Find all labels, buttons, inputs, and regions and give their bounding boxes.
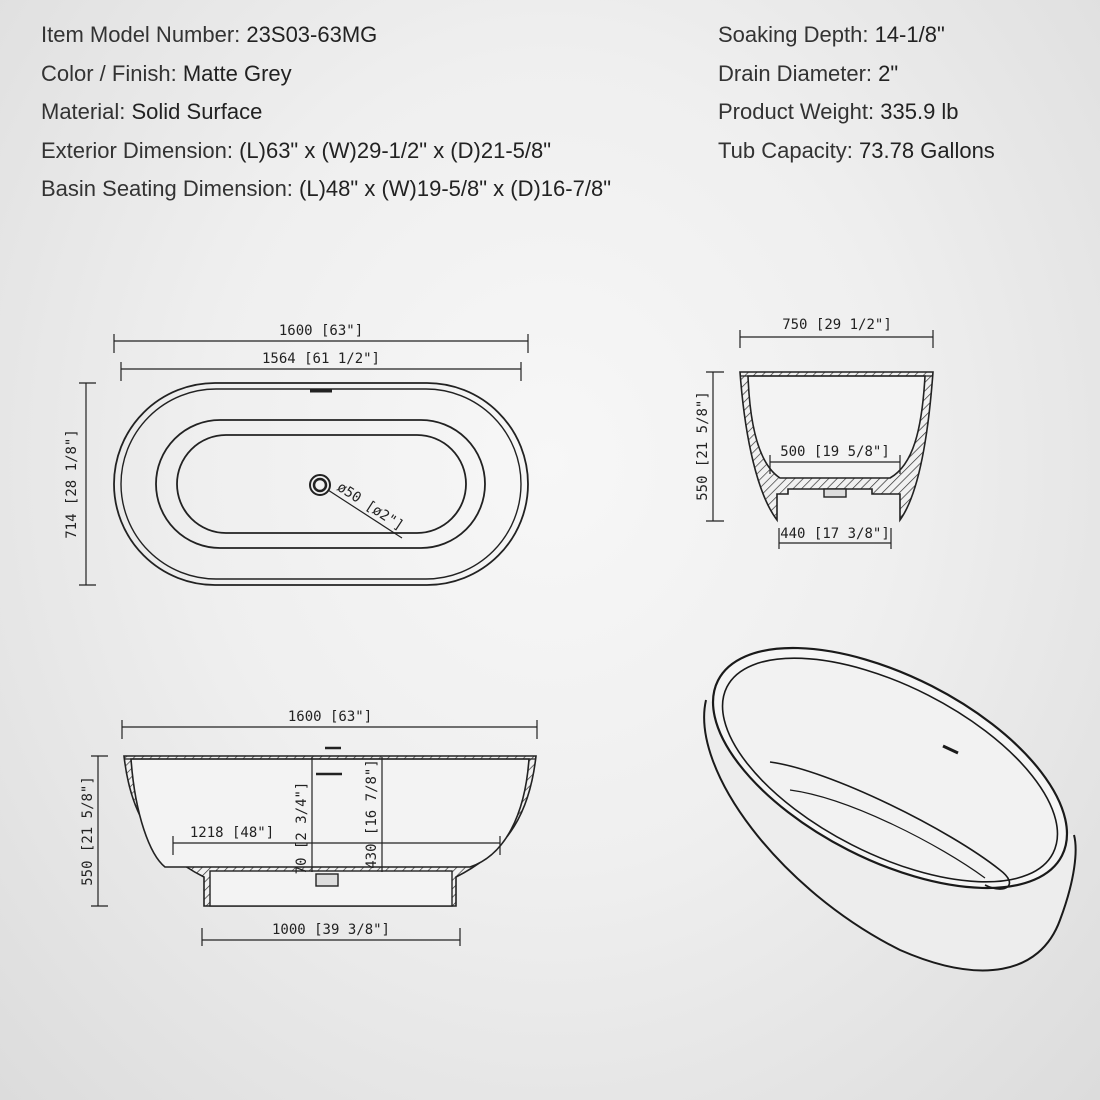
end-view-height-label: 550 [21 5/8"] [695,391,711,501]
spec-capacity-value: 73.78 Gallons [859,138,995,163]
spec-basin-value: (L)48" x (W)19-5/8" x (D)16-7/8" [299,176,611,201]
spec-model-value: 23S03-63MG [246,22,378,47]
perspective-view [676,598,1100,970]
side-view-basin-depth-label: 430 [16 7/8"] [364,759,380,869]
end-view-base-width-label: 440 [17 3/8"] [780,526,890,542]
top-view-length-outer-label: 1600 [63"] [278,323,364,339]
side-view-base-length-label: 1000 [39 3/8"] [271,922,391,938]
spec-material-value: Solid Surface [131,99,263,124]
spec-soaking-value: 14-1/8" [874,22,945,47]
top-view-inner-rim [121,389,521,579]
top-view-length-inner-label: 1564 [61 1/2"] [261,351,381,367]
spec-exterior-value: (L)63" x (W)29-1/2" x (D)21-5/8" [239,138,552,163]
side-view-drain [316,874,338,886]
spec-exterior-label: Exterior Dimension: [41,138,233,163]
side-view [91,720,537,946]
spec-color-value: Matte Grey [182,61,292,86]
end-view-width-label: 750 [29 1/2"] [782,317,892,333]
spec-drain-label: Drain Diameter: [718,61,873,86]
side-view-basin-length-label: 1218 [48"] [189,825,275,841]
end-view-drain [824,489,846,497]
top-view [79,334,528,585]
top-view-drain-label: ø50 [ø2"] [334,479,407,535]
side-view-length-label: 1600 [63"] [287,709,373,725]
spec-capacity-label: Tub Capacity: [718,138,853,163]
top-view-drain-inner [314,479,326,491]
spec-material-label: Material: [41,99,126,124]
spec-drain-value: 2" [878,61,899,86]
spec-color-label: Color / Finish: [41,61,177,86]
top-view-width-label: 714 [28 1/8"] [64,429,80,539]
spec-model-label: Item Model Number: [41,22,241,47]
spec-basin-label: Basin Seating Dimension: [41,176,293,201]
side-view-overflow-height-label: 70 [2 3/4"] [294,781,310,875]
spec-weight-label: Product Weight: [718,99,875,124]
end-view [706,330,933,549]
end-view-basin [748,376,925,478]
side-view-height-label: 550 [21 5/8"] [80,776,96,886]
top-view-basin-floor [177,435,466,533]
end-view-basin-width-label: 500 [19 5/8"] [780,444,890,460]
spec-weight-value: 335.9 lb [880,99,959,124]
spec-soaking-label: Soaking Depth: [718,22,869,47]
